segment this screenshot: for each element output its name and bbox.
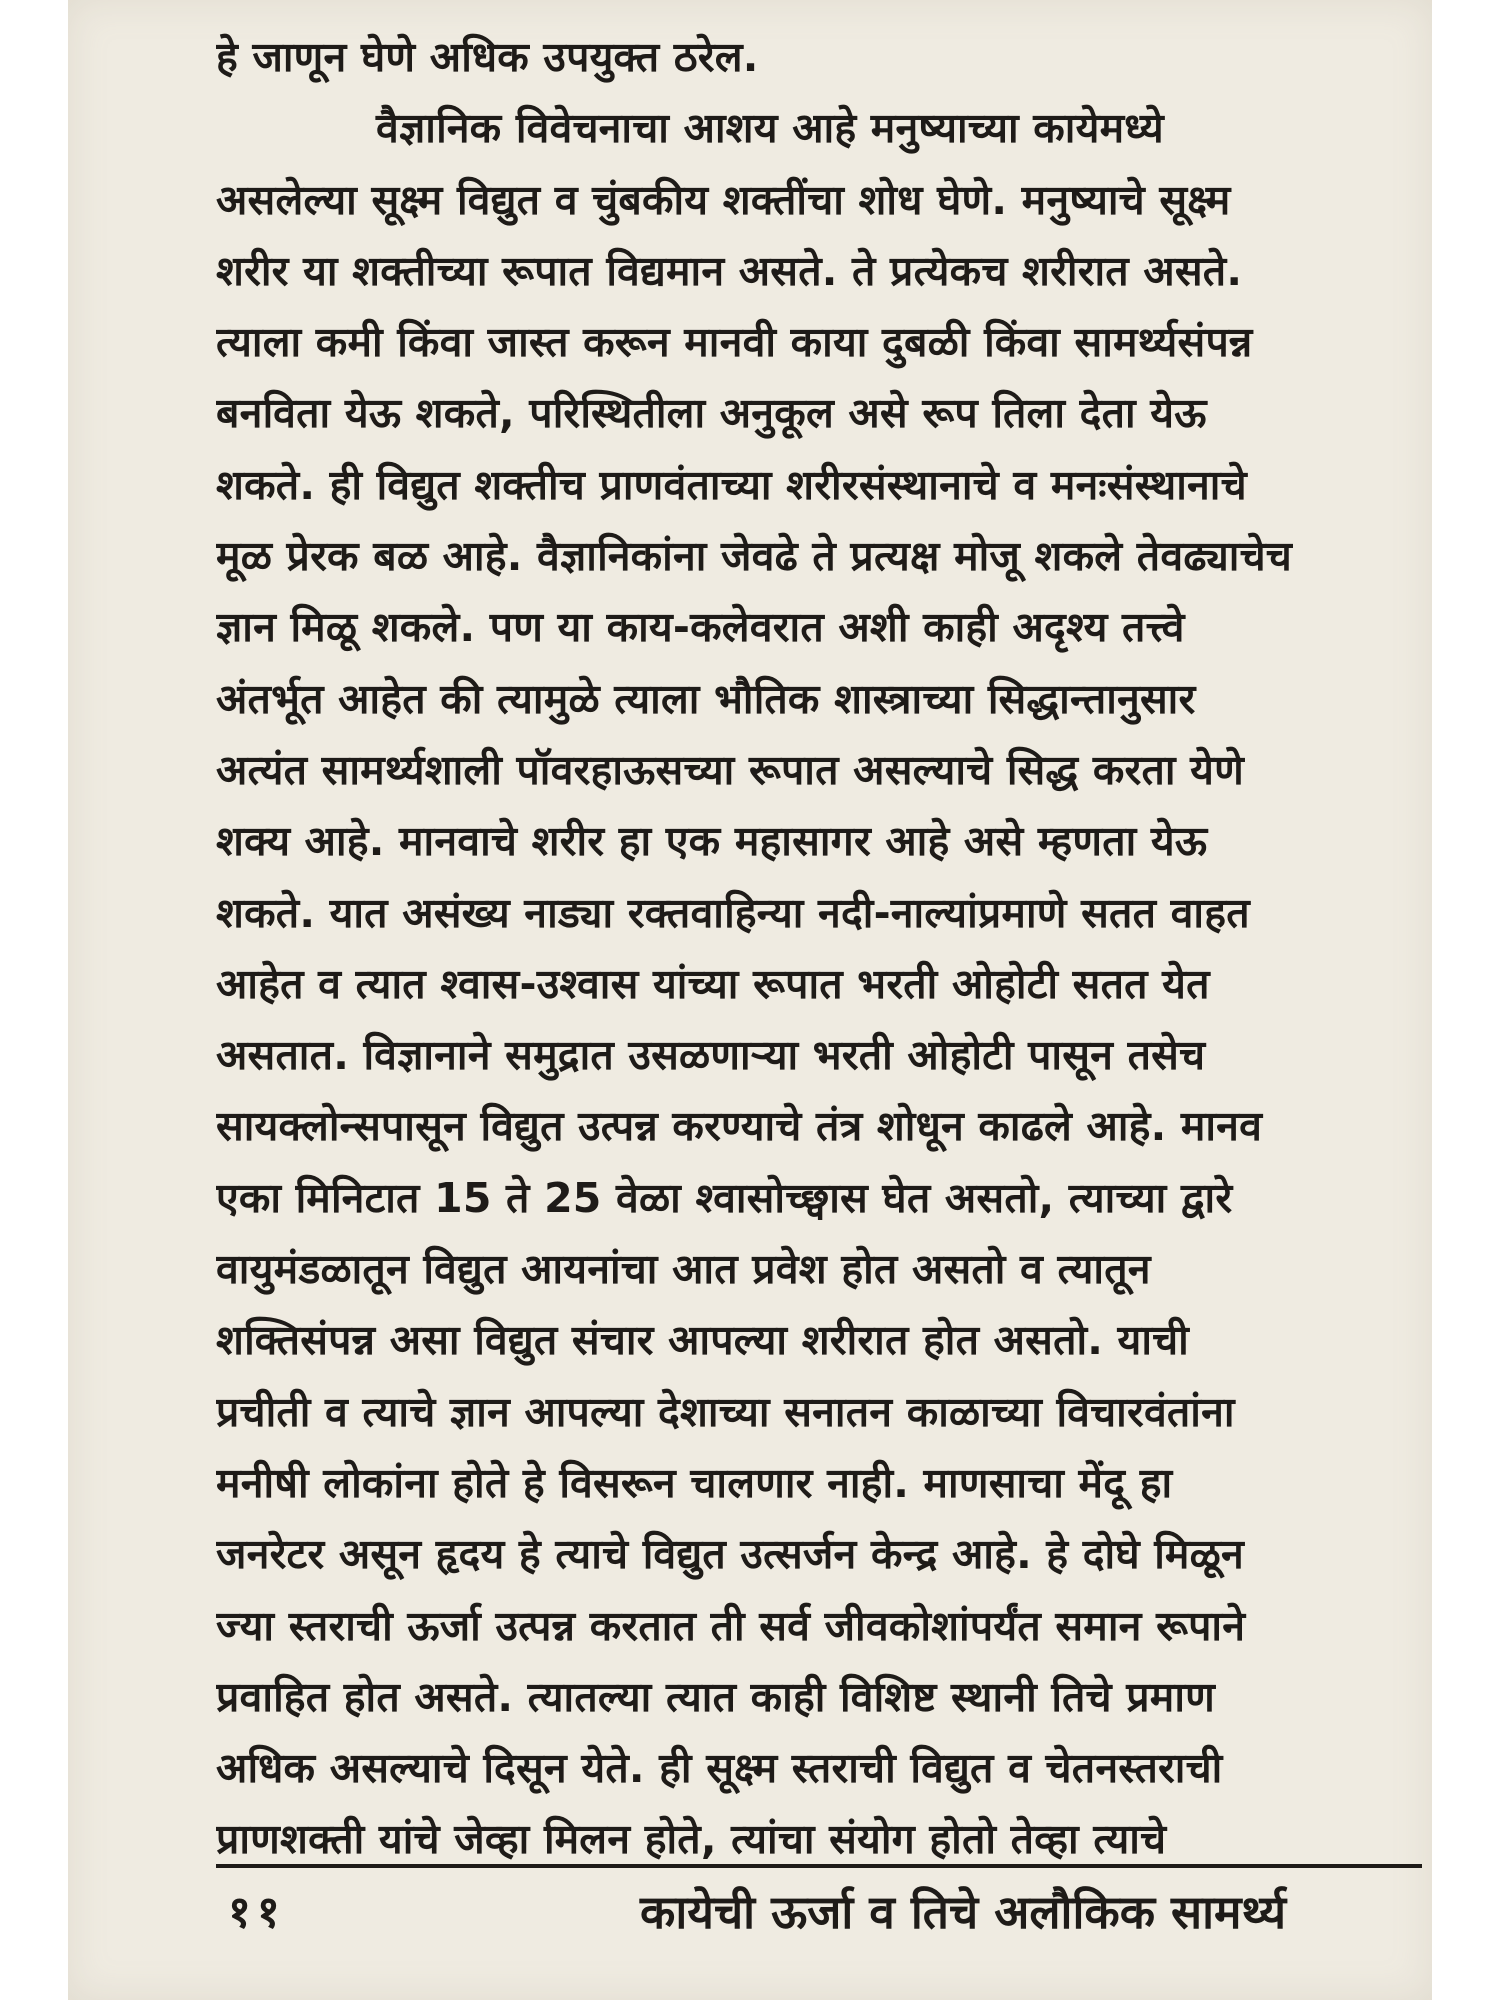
text-line: सायक्लोन्सपासून विद्युत उत्पन्न करण्याचे तंत्र शोधून काढले आहे. मानव (216, 1102, 1263, 1151)
text-line: अत्यंत सामर्थ्यशाली पॉवरहाऊसच्या रूपात असल्याचे सिद्ध करता येणे (216, 745, 1244, 794)
text-line: शक्य आहे. मानवाचे शरीर हा एक महासागर आहे असे म्हणता येऊ (216, 817, 1208, 866)
text-line: ज्या स्तराची ऊर्जा उत्पन्न करतात ती सर्व जीवकोशांपर्यंत समान रूपाने (216, 1601, 1246, 1650)
text-line: शकते. यात असंख्य नाड्या रक्तवाहिन्या नदी-नाल्यांप्रमाणे सतत वाहत (216, 888, 1250, 937)
text-line: अधिक असल्याचे दिसून येते. ही सूक्ष्म स्तराची विद्युत व चेतनस्तराची (216, 1744, 1223, 1793)
text-line: वायुमंडळातून विद्युत आयनांचा आत प्रवेश होत असतो व त्यातून (216, 1245, 1151, 1294)
text-line: मूळ प्रेरक बळ आहे. वैज्ञानिकांना जेवढे ते प्रत्यक्ष मोजू शकले तेवढ्याचेच (216, 532, 1293, 581)
text-line: आहेत व त्यात श्वास-उश्वास यांच्या रूपात भरती ओहोटी सतत येत (216, 959, 1210, 1008)
page-body-text (216, 22, 1428, 1876)
text-line: प्रवाहित होत असते. त्यातल्या त्यात काही विशिष्ट स्थानी तिचे प्रमाण (216, 1672, 1215, 1721)
text-line: प्रचीती व त्याचे ज्ञान आपल्या देशाच्या सनातन काळाच्या विचारवंतांना (216, 1387, 1235, 1436)
text-line: एका मिनिटात 15 ते 25 वेळा श्वासोच्छ्वास घेत असतो, त्याच्या द्वारे (216, 1173, 1233, 1222)
text-line: अंतर्भूत आहेत की त्यामुळे त्याला भौतिक शास्त्राच्या सिद्धान्तानुसार (216, 674, 1196, 723)
text-line: मनीषी लोकांना होते हे विसरून चालणार नाही. माणसाचा मेंदू हा (216, 1458, 1173, 1507)
page-number: ११ (228, 1887, 286, 1938)
text-line: जनरेटर असून हृदय हे त्याचे विद्युत उत्सर्जन केन्द्र आहे. हे दोघे मिळून (216, 1530, 1244, 1579)
footer-divider (216, 1864, 1422, 1868)
text-line: असतात. विज्ञानाने समुद्रात उसळणाऱ्या भरती ओहोटी पासून तसेच (216, 1031, 1206, 1080)
running-title: कायेची ऊर्जा व तिचे अलौकिक सामर्थ्य (640, 1885, 1286, 1939)
text-line: शकते. ही विद्युत शक्तीच प्राणवंताच्या शरीरसंस्थानाचे व मनःसंस्थानाचे (216, 460, 1247, 509)
text-line: बनविता येऊ शकते, परिस्थितीला अनुकूल असे रूप तिला देता येऊ (216, 389, 1207, 438)
text-line: ज्ञान मिळू शकले. पण या काय-कलेवरात अशी काही अदृश्य तत्त्वे (216, 603, 1185, 652)
text-line: शक्तिसंपन्न असा विद्युत संचार आपल्या शरीरात होत असतो. याची (216, 1316, 1189, 1365)
text-line: वैज्ञानिक विवेचनाचा आशय आहे मनुष्याच्या कायेमध्ये (376, 104, 1164, 153)
text-line: त्याला कमी किंवा जास्त करून मानवी काया दुबळी किंवा सामर्थ्यसंपन्न (216, 318, 1253, 367)
text-line: प्राणशक्ती यांचे जेव्हा मिलन होते, त्यांचा संयोग होतो तेव्हा त्याचे (216, 1815, 1167, 1864)
text-line: हे जाणून घेणे अधिक उपयुक्त ठरेल. (216, 33, 759, 81)
text-line: शरीर या शक्तीच्या रूपात विद्यमान असते. ते प्रत्येकच शरीरात असते. (216, 246, 1243, 295)
text-line: असलेल्या सूक्ष्म विद्युत व चुंबकीय शक्तींचा शोध घेणे. मनुष्याचे सूक्ष्म (216, 175, 1231, 224)
book-page (68, 0, 1432, 2000)
